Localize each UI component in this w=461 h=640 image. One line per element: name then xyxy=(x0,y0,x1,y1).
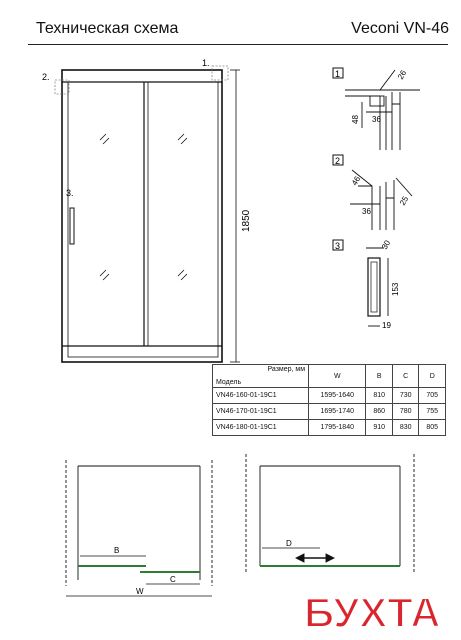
plan-left-label-c: C xyxy=(170,575,176,584)
detail-2-dim-c: 25 xyxy=(397,194,411,207)
height-dim-label: 1850 xyxy=(241,209,252,232)
detail-3 xyxy=(333,240,388,326)
detail-2-dim-a: 46 xyxy=(349,174,363,187)
table-row: VN46-180-01-19C1 1795-1840 910 830 805 xyxy=(213,420,446,436)
plan-right xyxy=(246,454,414,572)
detail-2-dim-b: 36 xyxy=(362,207,371,216)
table-row: VN46-160-01-19C1 1595-1640 810 730 705 xyxy=(213,388,446,404)
door-elevation xyxy=(55,66,240,362)
table-header-row xyxy=(213,365,446,388)
detail-1-dim-a: 26 xyxy=(395,68,409,81)
detail-3-dim-c: 19 xyxy=(382,321,391,330)
detail-1-dim-c: 36 xyxy=(372,115,381,124)
plan-left xyxy=(66,460,212,596)
table-col-w: W xyxy=(309,365,366,388)
detail-1 xyxy=(333,68,420,150)
brand-logo xyxy=(300,583,450,637)
plan-left-label-b: B xyxy=(114,546,120,555)
table-col-c: C xyxy=(392,365,419,388)
table-col-b: B xyxy=(366,365,393,388)
handle xyxy=(70,208,74,244)
table-row: VN46-170-01-19C1 1695-1740 860 780 755 xyxy=(213,404,446,420)
detail-1-num: 1 xyxy=(335,69,341,79)
page-title: Техническая схема xyxy=(36,20,179,37)
detail-3-dim-a: 30 xyxy=(379,238,393,251)
detail-3-num: 3 xyxy=(335,241,341,251)
door-outer-frame xyxy=(62,70,222,362)
callout-2: 2. xyxy=(42,72,50,82)
table-header-diagonal: Размер, мм Модель xyxy=(213,365,309,388)
plan-left-label-w: W xyxy=(136,587,144,596)
detail-3-dim-b: 153 xyxy=(391,282,400,296)
detail-2-num: 2 xyxy=(335,156,341,166)
model-title: Veconi VN-46 xyxy=(351,20,449,37)
size-table xyxy=(212,364,446,436)
detail-2 xyxy=(333,155,412,230)
callout-1: 1. xyxy=(202,58,210,68)
callout-3: 3. xyxy=(66,188,74,198)
table-col-d: D xyxy=(419,365,446,388)
door-inner-frame xyxy=(68,82,218,357)
detail-1-dim-b: 48 xyxy=(351,115,360,124)
svg-text:БУХТА: БУХТА xyxy=(304,589,441,636)
plan-right-label-d: D xyxy=(286,539,292,548)
